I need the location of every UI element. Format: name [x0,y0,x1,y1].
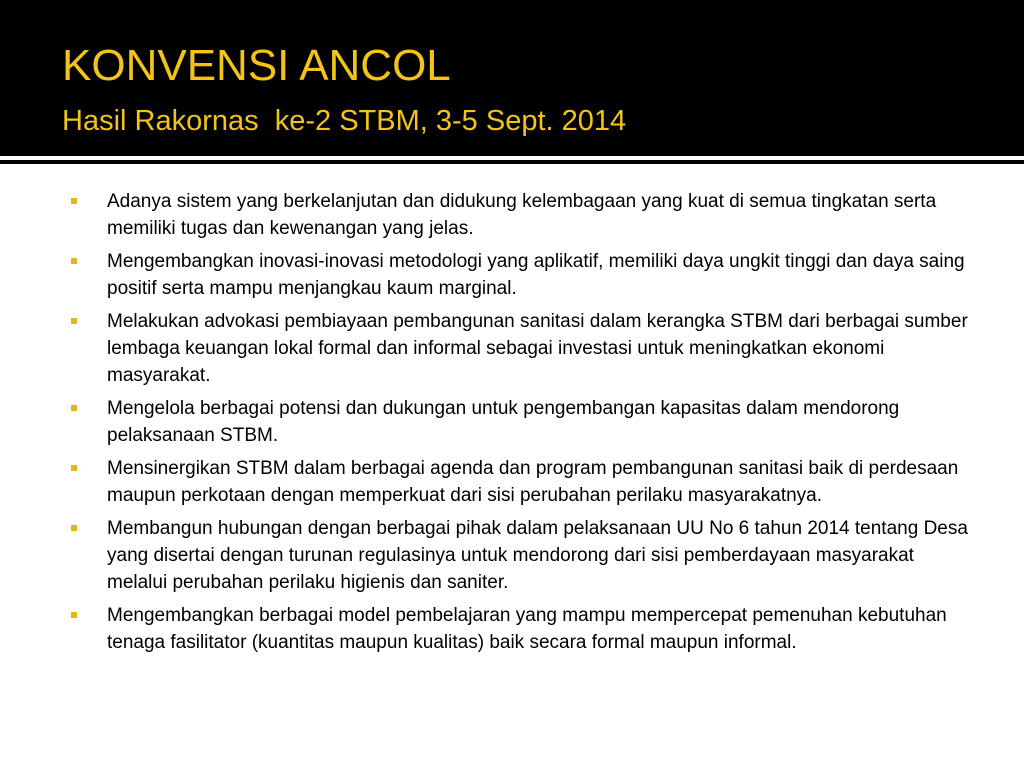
bullet-text: Membangun hubungan dengan berbagai pihak dalam pelaksanaan UU No 6 tahun 2014 tentang Desa yang disertai dengan turunan regulasinya untuk mendorong dari sisi pemberdayaan masyarakat melalui perubahan perilaku higienis dan saniter. [107,518,968,593]
bullet-item [0,455,1024,509]
bullet-item [0,308,1024,389]
square-bullet-icon [71,465,77,471]
bullet-text: Mengembangkan inovasi-inovasi metodologi yang aplikatif, memiliki daya ungkit tinggi dan daya saing positif serta mampu menjangkau kaum marginal. [107,251,965,299]
slide-body [0,188,1024,662]
slide-title: KONVENSI ANCOL [62,41,451,90]
square-bullet-icon [71,198,77,204]
title-bar [0,0,1024,156]
square-bullet-icon [71,405,77,411]
header-divider [0,160,1024,164]
bullet-item [0,188,1024,242]
bullet-list [0,188,1024,656]
bullet-text: Mengelola berbagai potensi dan dukungan untuk pengembangan kapasitas dalam mendorong pelaksanaan STBM. [107,398,900,446]
bullet-text: Mengembangkan berbagai model pembelajaran yang mampu mempercepat pemenuhan kebutuhan tenaga fasilitator (kuantitas maupun kualitas) baik secara formal maupun informal. [107,605,947,653]
square-bullet-icon [71,318,77,324]
bullet-item [0,248,1024,302]
square-bullet-icon [71,525,77,531]
slide-subtitle: Hasil Rakornas ke-2 STBM, 3-5 Sept. 2014 [62,105,627,137]
bullet-text: Melakukan advokasi pembiayaan pembangunan sanitasi dalam kerangka STBM dari berbagai sumber lembaga keuangan lokal formal dan informal sebagai investasi untuk meningkatkan ekonomi masyarakat. [107,311,968,386]
square-bullet-icon [71,612,77,618]
bullet-item [0,602,1024,656]
bullet-item [0,515,1024,596]
bullet-item [0,395,1024,449]
bullet-text: Mensinergikan STBM dalam berbagai agenda dan program pembangunan sanitasi baik di perdesaan maupun perkotaan dengan memperkuat dari sisi perubahan perilaku masyarakatnya. [107,458,959,506]
square-bullet-icon [71,258,77,264]
bullet-text: Adanya sistem yang berkelanjutan dan didukung kelembagaan yang kuat di semua tingkatan serta memiliki tugas dan kewenangan yang jelas. [107,191,937,239]
